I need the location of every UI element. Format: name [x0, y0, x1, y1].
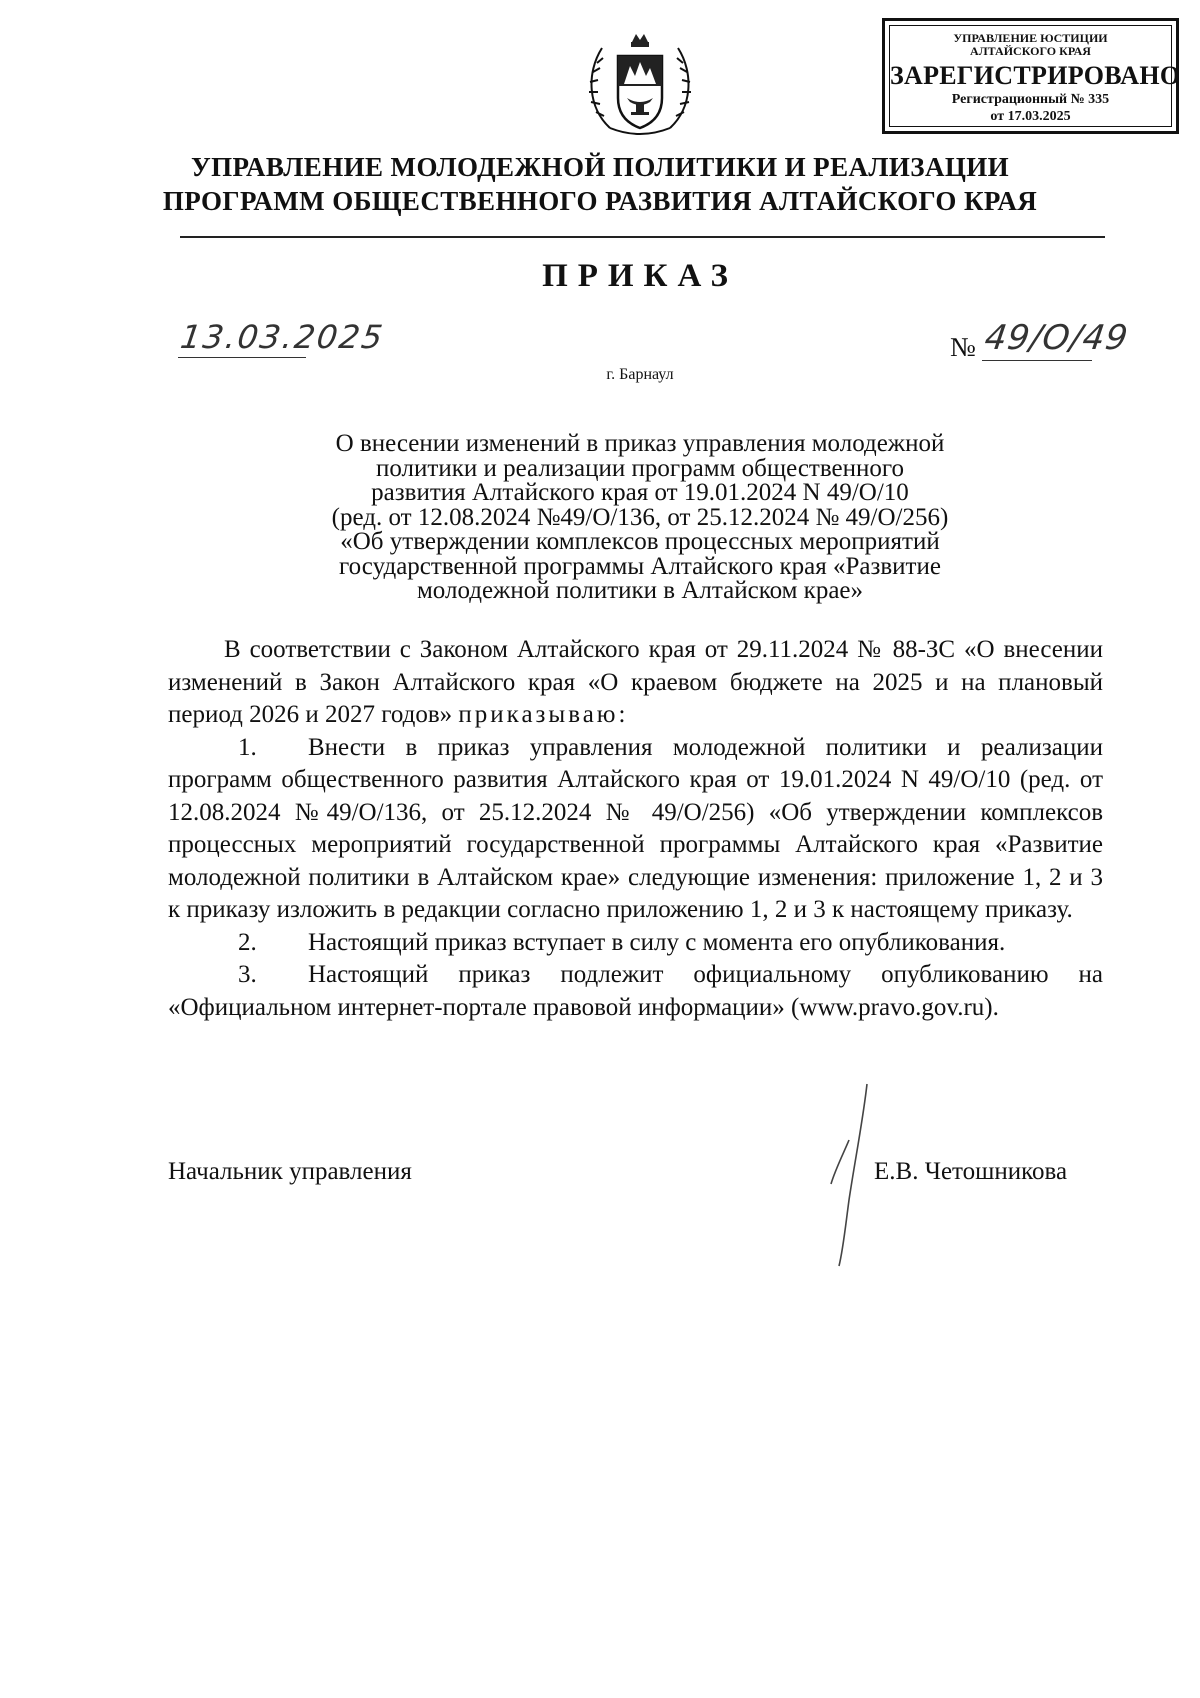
subject-line: (ред. от 12.08.2024 №49/О/136, от 25.12.2024 № 49/О/256) — [331, 503, 949, 531]
order-number-underline — [982, 360, 1092, 361]
order-item-text: Настоящий приказ вступает в силу с момента его опубликования. — [308, 928, 1006, 956]
subject-line: молодежной политики в Алтайском крае» — [416, 577, 864, 604]
preamble-text: В соответствии с Законом Алтайского края от 29.11.2024 № 88-ЗС «О внесении изменений в Закон Алтайского края «О краевом бюджете на 2025 и на плановый период 2026 и 2027 годов» — [168, 636, 1103, 728]
organization-title-line1: УПРАВЛЕНИЕ МОЛОДЕЖНОЙ ПОЛИТИКИ И РЕАЛИЗАЦИИ — [190, 152, 1010, 182]
signatory-position: Начальник управления — [168, 1158, 412, 1185]
stamp-reg-date: от 17.03.2025 — [990, 109, 1071, 124]
order-item-number: 1. — [238, 733, 257, 761]
organization-title — [150, 150, 1050, 218]
subject-line: О внесении изменений в приказ управления молодежной — [335, 430, 945, 457]
signatory-name: Е.В. Четошникова — [874, 1158, 1068, 1185]
subject-line: развития Алтайского края от 19.01.2024 N 49/О/10 — [371, 479, 909, 506]
order-date-handwritten: 13.03.2025 — [178, 318, 387, 356]
order-item-number: 3. — [238, 961, 257, 988]
stamp-inner-border — [889, 25, 1181, 127]
subject-line: «Об утверждении комплексов процессных мероприятий — [340, 528, 940, 555]
order-item-number: 2. — [238, 928, 257, 956]
header-divider — [180, 236, 1105, 238]
organization-title-line2: ПРОГРАММ ОБЩЕСТВЕННОГО РАЗВИТИЯ АЛТАЙСКОГО КРАЯ — [162, 186, 1038, 216]
order-number-sign: № — [950, 332, 976, 362]
order-item-text: Настоящий приказ подлежит официальному опубликованию на «Официальном интернет-портале правовой информации» (www.pravo.gov.ru). — [168, 961, 1103, 1021]
document-title: ПРИКАЗ — [542, 258, 738, 294]
order-item — [168, 732, 1103, 927]
order-body — [168, 634, 1103, 1024]
city-name: г. Барнаул — [606, 366, 674, 383]
registration-stamp — [882, 18, 1179, 134]
order-item-text: Внести в приказ управления молодежной политики и реализации программ общественного развития Алтайского края от 19.01.2024 N 49/О/10 (ред. от 12.08.2024 №49/О/136, от 25.12.2024 № 49/О/256) «Об утверждении комплексов процессных мероприятий государственной программы Алтайского края «Развитие молодежной политики в Алтайском крае» следующие изменения: приложение 1, 2 и 3 к приказу изложить в редакции согласно приложению 1, 2 и 3 к настоящему приказу. — [168, 733, 1103, 923]
subject-line: политики и реализации программ общественного — [375, 454, 904, 482]
order-date-underline — [178, 357, 306, 358]
stamp-reg-number: Регистрационный № 335 — [951, 92, 1110, 107]
order-number-handwritten: 49/О/49 — [982, 318, 1132, 358]
order-word: приказываю: — [458, 701, 629, 728]
order-subject — [240, 432, 1040, 604]
stamp-org-line1: УПРАВЛЕНИЕ ЮСТИЦИИ — [953, 31, 1108, 45]
order-item — [168, 959, 1103, 1024]
order-item — [168, 927, 1103, 960]
stamp-org-line2: АЛТАЙСКОГО КРАЯ — [970, 44, 1091, 58]
subject-line: государственной программы Алтайского края «Развитие — [339, 552, 941, 580]
stamp-status: ЗАРЕГИСТРИРОВАНО — [890, 61, 1181, 90]
preamble-paragraph — [168, 634, 1103, 732]
coat-of-arms-emblem-icon — [580, 28, 700, 140]
